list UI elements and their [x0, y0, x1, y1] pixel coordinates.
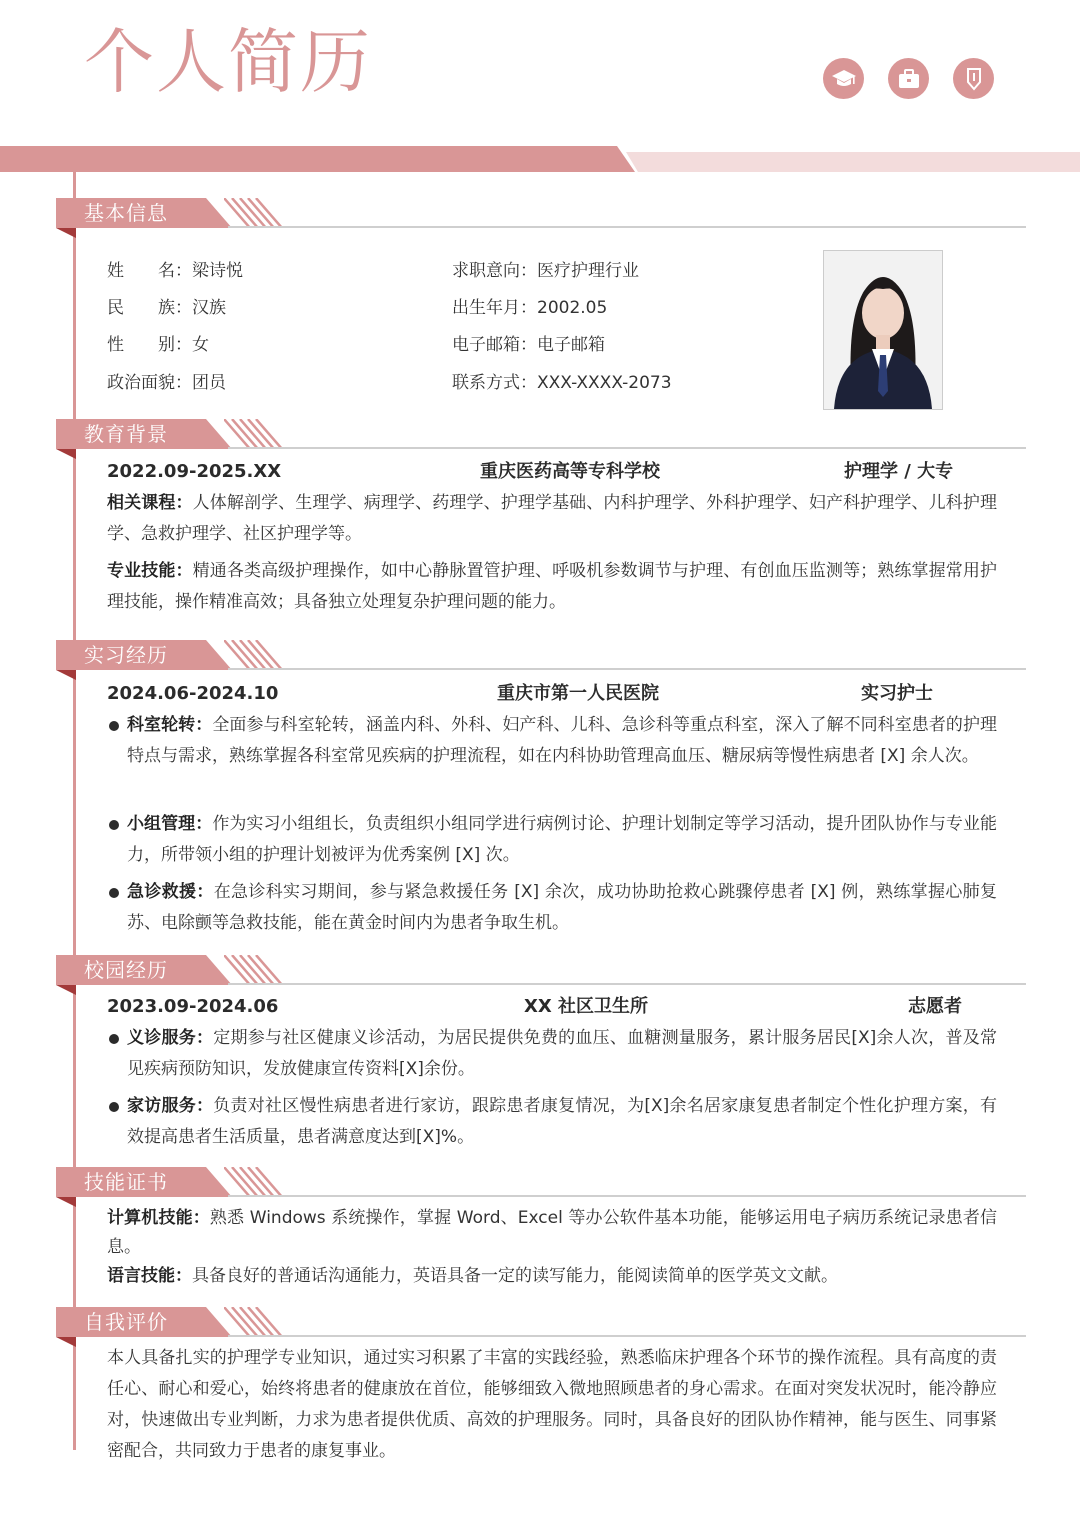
list-item: 义诊服务：定期参与社区健康义诊活动，为居民提供免费的血压、血糖测量服务，累计服务居民[X]余人次，普及常见疾病预防知识，发放健康宣传资料[X]余份。 — [107, 1023, 997, 1085]
skills-computer: 计算机技能：熟悉 Windows 系统操作，掌握 Word、Excel 等办公软件基本功能，能够运用电子病历系统记录患者信息。 — [107, 1208, 997, 1257]
section-header-skills: 技能证书 — [56, 1167, 1026, 1207]
section-header-campus: 校园经历 — [56, 955, 1026, 995]
section-header-basic: 基本信息 — [56, 198, 1026, 238]
education-school: 重庆医药高等专科学校 — [480, 461, 660, 482]
list-item: 小组管理：作为实习小组组长，负责组织小组同学进行病例讨论、护理计划制定等学习活动，提升团队协作与专业能力，所带领小组的护理计划被评为优秀案例 [X] 次。 — [107, 809, 997, 871]
list-item: 急诊救援：在急诊科实习期间，参与紧急救援任务 [X] 余次，成功协助抢救心跳骤停患者 [X] 例，熟练掌握心肺复苏、电除颤等急救技能，能在黄金时间内为患者争取生机。 — [107, 877, 997, 939]
education-skills: 专业技能：精通各类高级护理操作，如中心静脉置管护理、呼吸机参数调节与护理、有创血压监测等；熟练掌握常用护理技能，操作精准高效；具备独立处理复杂护理问题的能力。 — [107, 561, 998, 612]
list-item: 家访服务：负责对社区慢性病患者进行家访，跟踪患者康复情况，为[X]余名居家康复患者制定个性化护理方案，有效提高患者生活质量，患者满意度达到[X]%。 — [107, 1091, 997, 1153]
graduation-cap-icon — [823, 58, 864, 99]
internship-role: 实习护士 — [861, 683, 933, 704]
pen-icon — [953, 58, 994, 99]
timeline-line — [73, 172, 76, 1450]
header-band — [0, 146, 635, 172]
profile-photo — [823, 250, 943, 410]
section-header-education: 教育背景 — [56, 419, 1026, 459]
list-item: 科室轮转：全面参与科室轮转，涵盖内科、外科、妇产科、儿科、急诊科等重点科室，深入了解不同科室患者的护理特点与需求，熟练掌握各科室常见疾病的护理流程，如在内科协助管理高血压、糖尿病等慢性病患者 [X] 余人次。 — [107, 710, 997, 772]
campus-org: XX 社区卫生所 — [524, 996, 649, 1017]
header-band-light — [626, 152, 1080, 172]
name-value: 梁诗悦 — [192, 261, 243, 281]
campus-role: 志愿者 — [908, 996, 962, 1017]
page-title: 个人简历 — [84, 21, 372, 103]
education-courses: 相关课程：人体解剖学、生理学、病理学、药理学、护理学基础、内科护理学、外科护理学、妇产科护理学、儿科护理学、急救护理学、社区护理学等。 — [107, 493, 998, 544]
section-header-internship: 实习经历 — [56, 640, 1026, 680]
education-major: 护理学 / 大专 — [844, 461, 954, 482]
skills-language: 语言技能：具备良好的普通话沟通能力，英语具备一定的读写能力，能阅读简单的医学英文文献。 — [107, 1266, 838, 1286]
self-evaluation: 本人具备扎实的护理学专业知识，通过实习积累了丰富的实践经验，熟悉临床护理各个环节的操作流程。具有高度的责任心、耐心和爱心，始终将患者的健康放在首位，能够细致入微地照顾患者的身心需求。在面对突发状况时，能冷静应对，快速做出专业判断，力求为患者提供优质、高效的护理服务。同时，具备良好的团队协作精神，能与医生、同事紧密配合，共同致力于患者的康复事业。 — [107, 1348, 997, 1461]
internship-period: 2024.06-2024.10 — [107, 683, 279, 704]
briefcase-icon — [888, 58, 929, 99]
campus-period: 2023.09-2024.06 — [107, 996, 279, 1017]
section-header-self: 自我评价 — [56, 1307, 1026, 1347]
education-period: 2022.09-2025.XX — [107, 461, 282, 482]
internship-org: 重庆市第一人民医院 — [497, 683, 659, 704]
